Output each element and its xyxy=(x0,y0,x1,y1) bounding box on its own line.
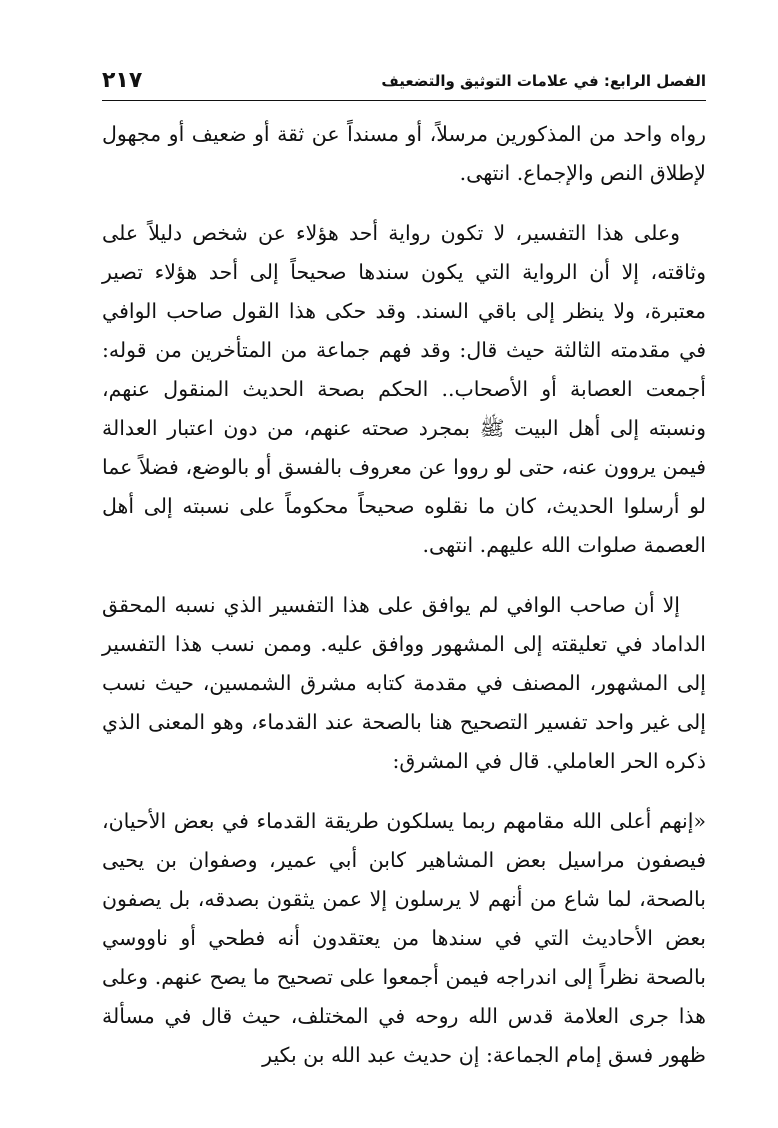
page-number: ٢١٧ xyxy=(102,68,143,93)
paragraph-2: وعلى هذا التفسير، لا تكون رواية أحد هؤلاء عن شخص دليلاً على وثاقته، إلا أن الرواية التي يكون سندها صحيحاً إلى أحد هؤلاء تصير معتبرة، ولا ينظر إلى باقي السند. وقد حكى هذا القول صاحب الوافي في مقدمته الثالثة حيث قال: وقد فهم جماعة من المتأخرين من قوله: أجمعت العصابة أو الأصحاب.. الحكم بصحة الحديث المنقول عنهم، ونسبته إلى أهل البيت ﷺ بمجرد صحته عنهم، من دون اعتبار العدالة فيمن يروون عنه، حتى لو رووا عن معروف بالفسق أو بالوضع، فضلاً عما لو أرسلوا الحديث، كان ما نقلوه صحيحاً محكوماً على نسبته إلى أهل العصمة صلوات الله عليهم. انتهى. xyxy=(102,221,706,557)
page-body xyxy=(102,115,706,1075)
chapter-title: الفصل الرابع: في علامات التوثيق والتضعيف xyxy=(381,72,706,90)
book-page xyxy=(102,66,706,1075)
running-header xyxy=(102,66,706,101)
paragraph-1: رواه واحد من المذكورين مرسلاً، أو مسنداً عن ثقة أو ضعيف أو مجهول لإطلاق النص والإجماع. انتهى. xyxy=(102,122,706,185)
quoted-paragraph: «إنهم أعلى الله مقامهم ربما يسلكون طريقة القدماء في بعض الأحيان، فيصفون مراسيل بعض المشاهير كابن أبي عمير، وصفوان بن يحيى بالصحة، لما شاع من أنهم لا يرسلون إلا عمن يثقون بصدقه، بل يصفون بعض الأحاديث التي في سندها من يعتقدون أنه فطحي أو ناووسي بالصحة نظراً إلى اندراجه فيمن أجمعوا على تصحيح ما يصح عنهم. وعلى هذا جرى العلامة قدس الله روحه في المختلف، حيث قال في مسألة ظهور فسق إمام الجماعة: إن حديث عبد الله بن بكير xyxy=(102,809,706,1067)
paragraph-3: إلا أن صاحب الوافي لم يوافق على هذا التفسير الذي نسبه المحقق الداماد في تعليقته إلى المشهور ووافق عليه. وممن نسب هذا التفسير إلى المشهور، المصنف في مقدمة كتابه مشرق الشمسين، حيث نسب إلى غير واحد تفسير التصحيح هنا بالصحة عند القدماء، وهو المعنى الذي ذكره الحر العاملي. قال في المشرق: xyxy=(102,593,706,773)
